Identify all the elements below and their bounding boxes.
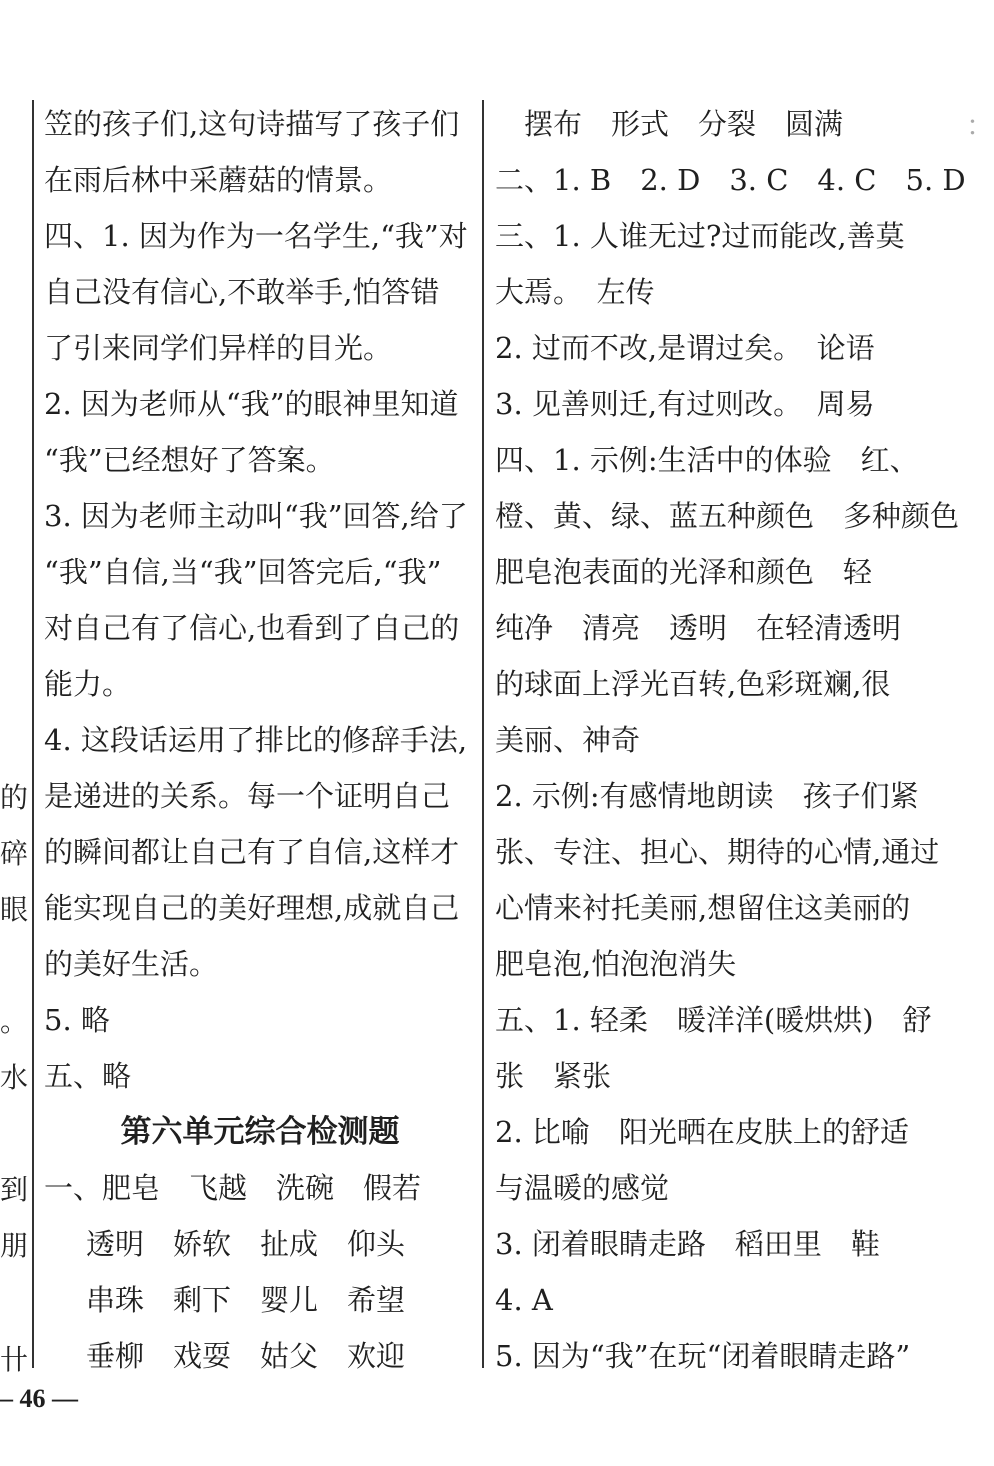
answer-line: 二、1. B 2. D 3. C 4. C 5. D (495, 163, 966, 197)
answer-line: 2. 过而不改,是谓过矣。 论语 (495, 331, 875, 365)
answer-line: 5. 略 (44, 1003, 110, 1037)
answer-line: 四、1. 示例:生活中的体验 红、 (495, 443, 919, 477)
left-edge-fragment: 。 (0, 1005, 29, 1038)
answer-line: 3. 闭着眼睛走路 稻田里 鞋 (495, 1227, 880, 1261)
answer-line: 3. 见善则迁,有过则改。 周易 (495, 387, 875, 421)
left-answer-column (44, 96, 476, 1384)
answer-line: 张、专注、担心、期待的心情,通过 (495, 835, 940, 869)
answer-line: 大焉。 左传 (495, 275, 655, 309)
vocab-line: 垂柳 戏耍 姑父 欢迎 (86, 1339, 406, 1373)
answer-line: 肥皂泡,怕泡泡消失 (495, 947, 737, 981)
vocab-line: 一、肥皂 飞越 洗碗 假若 (44, 1171, 422, 1205)
left-edge-fragment: 的 (0, 781, 29, 814)
answer-line: 自己没有信心,不敢举手,怕答错 (44, 275, 440, 309)
left-column-rule (32, 100, 34, 1368)
page-number: – 46 — (0, 1384, 78, 1413)
answer-line: 五、略 (44, 1059, 132, 1093)
answer-line: “我”自信,当“我”回答完后,“我” (44, 555, 442, 589)
answer-line: 是递进的关系。每一个证明自己 (44, 779, 451, 813)
middle-column-rule (482, 100, 484, 1368)
left-edge-fragment: 眼 (0, 893, 29, 926)
answer-line: 肥皂泡表面的光泽和颜色 轻 (495, 555, 873, 589)
answer-line: 5. 因为“我”在玩“闭着眼睛走路” (495, 1339, 911, 1373)
answer-line: 能力。 (44, 667, 132, 701)
answer-line: 4. A (495, 1283, 553, 1317)
answer-line: 三、1. 人谁无过?过而能改,善莫 (495, 219, 905, 253)
answer-line: 心情来衬托美丽,想留住这美丽的 (495, 891, 911, 925)
answer-line: 五、1. 轻柔 暖洋洋(暖烘烘) 舒 (495, 1003, 932, 1037)
answer-line: 美丽、神奇 (495, 723, 641, 757)
answer-line: “我”已经想好了答案。 (44, 443, 335, 477)
answer-line: 了引来同学们异样的目光。 (44, 331, 393, 365)
left-edge-fragment: 到 (0, 1173, 29, 1206)
answer-line: 对自己有了信心,也看到了自己的 (44, 611, 460, 645)
answer-line: 3. 因为老师主动叫“我”回答,给了 (44, 499, 468, 533)
left-edge-fragment: 卄 (0, 1343, 29, 1376)
left-edge-fragment: 朋 (0, 1229, 29, 1262)
answer-line: 2. 比喻 阳光晒在皮肤上的舒适 (495, 1115, 909, 1149)
left-edge-fragment: 水 (0, 1061, 29, 1094)
answer-line: 2. 示例:有感情地朗读 孩子们紧 (495, 779, 919, 813)
answer-line: 2. 因为老师从“我”的眼神里知道 (44, 387, 459, 421)
answer-line: 的瞬间都让自己有了自信,这样才 (44, 835, 460, 869)
right-answer-column (495, 96, 966, 1384)
vocab-line: 透明 娇软 扯成 仰头 (86, 1227, 406, 1261)
answer-line: 橙、黄、绿、蓝五种颜色 多种颜色 (495, 499, 960, 533)
answer-line: 在雨后林中采蘑菇的情景。 (44, 163, 393, 197)
answer-line: 摆布 形式 分裂 圆满 (495, 107, 844, 141)
answer-line: 笠的孩子们,这句诗描写了孩子们 (44, 107, 460, 141)
answer-line: 的美好生活。 (44, 947, 219, 981)
answer-line: 4. 这段话运用了排比的修辞手法, (44, 723, 468, 757)
answer-line: 张 紧张 (495, 1059, 612, 1093)
answer-line: 纯净 清亮 透明 在轻清透明 (495, 611, 902, 645)
right-edge-fragment: ： (966, 109, 994, 142)
answer-line: 的球面上浮光百转,色彩斑斓,很 (495, 667, 891, 701)
section-title: 第六单元综合检测题 (120, 1114, 400, 1150)
left-edge-fragment: 碎 (0, 837, 29, 870)
answer-line: 能实现自己的美好理想,成就自己 (44, 891, 460, 925)
vocab-line: 串珠 剩下 婴儿 希望 (86, 1283, 406, 1317)
answer-line: 四、1. 因为作为一名学生,“我”对 (44, 219, 468, 253)
answer-line: 与温暖的感觉 (495, 1171, 670, 1205)
